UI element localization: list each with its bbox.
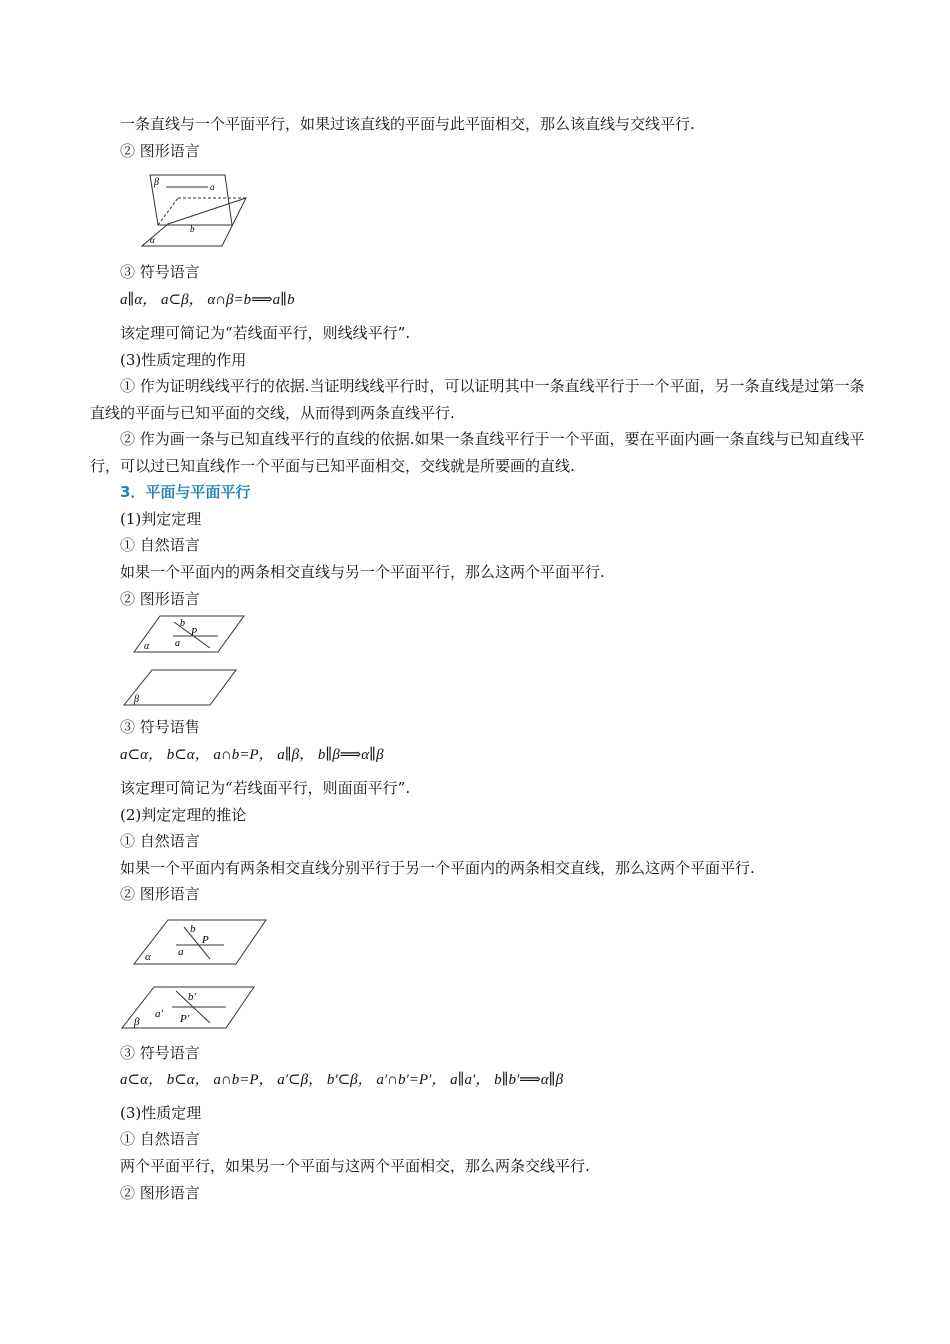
natural-language-label: ① 自然语言 xyxy=(120,536,200,554)
beta-label: β xyxy=(154,177,159,188)
beta-label: β xyxy=(134,1016,140,1028)
alpha-label: α xyxy=(144,641,150,652)
corollary-heading: (2)判定定理的推论 xyxy=(120,806,247,824)
alpha-label: α xyxy=(150,235,155,245)
symbol-expression: a⊂α， b⊂α， a∩b=P， a′⊂β， b′⊂β， a′∩b′=P′， a∥a′， b∥b′⟹α∥β xyxy=(120,1072,564,1088)
role-paragraph-2: ② 作为画一条与已知直线平行的直线的依据.如果一条直线平行于一个平面，要在平面内画一条直线与已知直线平行，可以过已知直线作一个平面与已知平面相交，交线就是所要画的直线. xyxy=(90,430,865,475)
natural-language-text: 两个平面平行，如果另一个平面与这两个平面相交，那么两条交线平行. xyxy=(120,1157,590,1175)
a-label: a xyxy=(178,946,184,958)
figure-language-label: ② 图形语言 xyxy=(120,885,200,903)
a-label: a xyxy=(175,638,180,649)
theorem-summary: 该定理可简记为“若线面平行，则线线平行”. xyxy=(120,324,411,342)
figure-language-label: ② 图形语言 xyxy=(120,142,200,160)
theorem-text: 一条直线与一个平面平行，如果过该直线的平面与此平面相交，那么该直线与交线平行. xyxy=(120,115,695,133)
figure-language-label: ② 图形语言 xyxy=(120,590,200,608)
natural-language-label: ① 自然语言 xyxy=(120,832,200,850)
natural-language-text: 如果一个平面内的两条相交直线与另一个平面平行，那么这两个平面平行. xyxy=(120,563,605,581)
role-heading: (3)性质定理的作用 xyxy=(120,351,247,369)
natural-language-text: 如果一个平面内有两条相交直线分别平行于另一个平面内的两条相交直线，那么这两个平面平行. xyxy=(120,859,755,877)
a-prime-label: a′ xyxy=(155,1008,163,1020)
judge-theorem-heading: (1)判定定理 xyxy=(120,510,202,528)
symbol-expression: a∥α， a⊂β， α∩β=b⟹a∥b xyxy=(120,292,295,308)
symbol-expression: a⊂α， b⊂α， a∩b=P， a∥β， b∥β⟹α∥β xyxy=(120,747,384,763)
figure-language-label: ② 图形语言 xyxy=(120,1184,200,1202)
b-label: b xyxy=(180,618,185,629)
figure-plane-plane-corollary xyxy=(118,915,268,1035)
beta-label: β xyxy=(134,694,139,705)
b-label: b xyxy=(190,224,195,234)
p-prime-label: P′ xyxy=(180,1013,190,1025)
theorem-summary: 该定理可简记为“若线面平行，则面面平行”. xyxy=(120,779,411,797)
symbol-language-label: ③ 符号语售 xyxy=(120,718,200,736)
b-prime-label: b′ xyxy=(188,991,196,1003)
alpha-label: α xyxy=(145,951,151,963)
figure-line-plane-parallel xyxy=(140,170,250,250)
natural-language-label: ① 自然语言 xyxy=(120,1130,200,1148)
p-label: P xyxy=(191,627,198,638)
role-paragraph-1: ① 作为证明线线平行的依据.当证明线线平行时，可以证明其中一条直线平行于一个平面，另一条直线是过第一条直线的平面与已知平面的交线，从而得到两条直线平行. xyxy=(90,377,865,422)
figure-plane-plane-judge xyxy=(118,612,248,712)
a-label: a xyxy=(210,182,215,192)
symbol-language-label: ③ 符号语言 xyxy=(120,1044,200,1062)
section-heading: 3．平面与平面平行 xyxy=(120,483,251,501)
symbol-language-label: ③ 符号语言 xyxy=(120,263,200,281)
b-label: b xyxy=(190,923,196,935)
property-theorem-heading: (3)性质定理 xyxy=(120,1104,202,1122)
p-label: P xyxy=(202,934,209,946)
